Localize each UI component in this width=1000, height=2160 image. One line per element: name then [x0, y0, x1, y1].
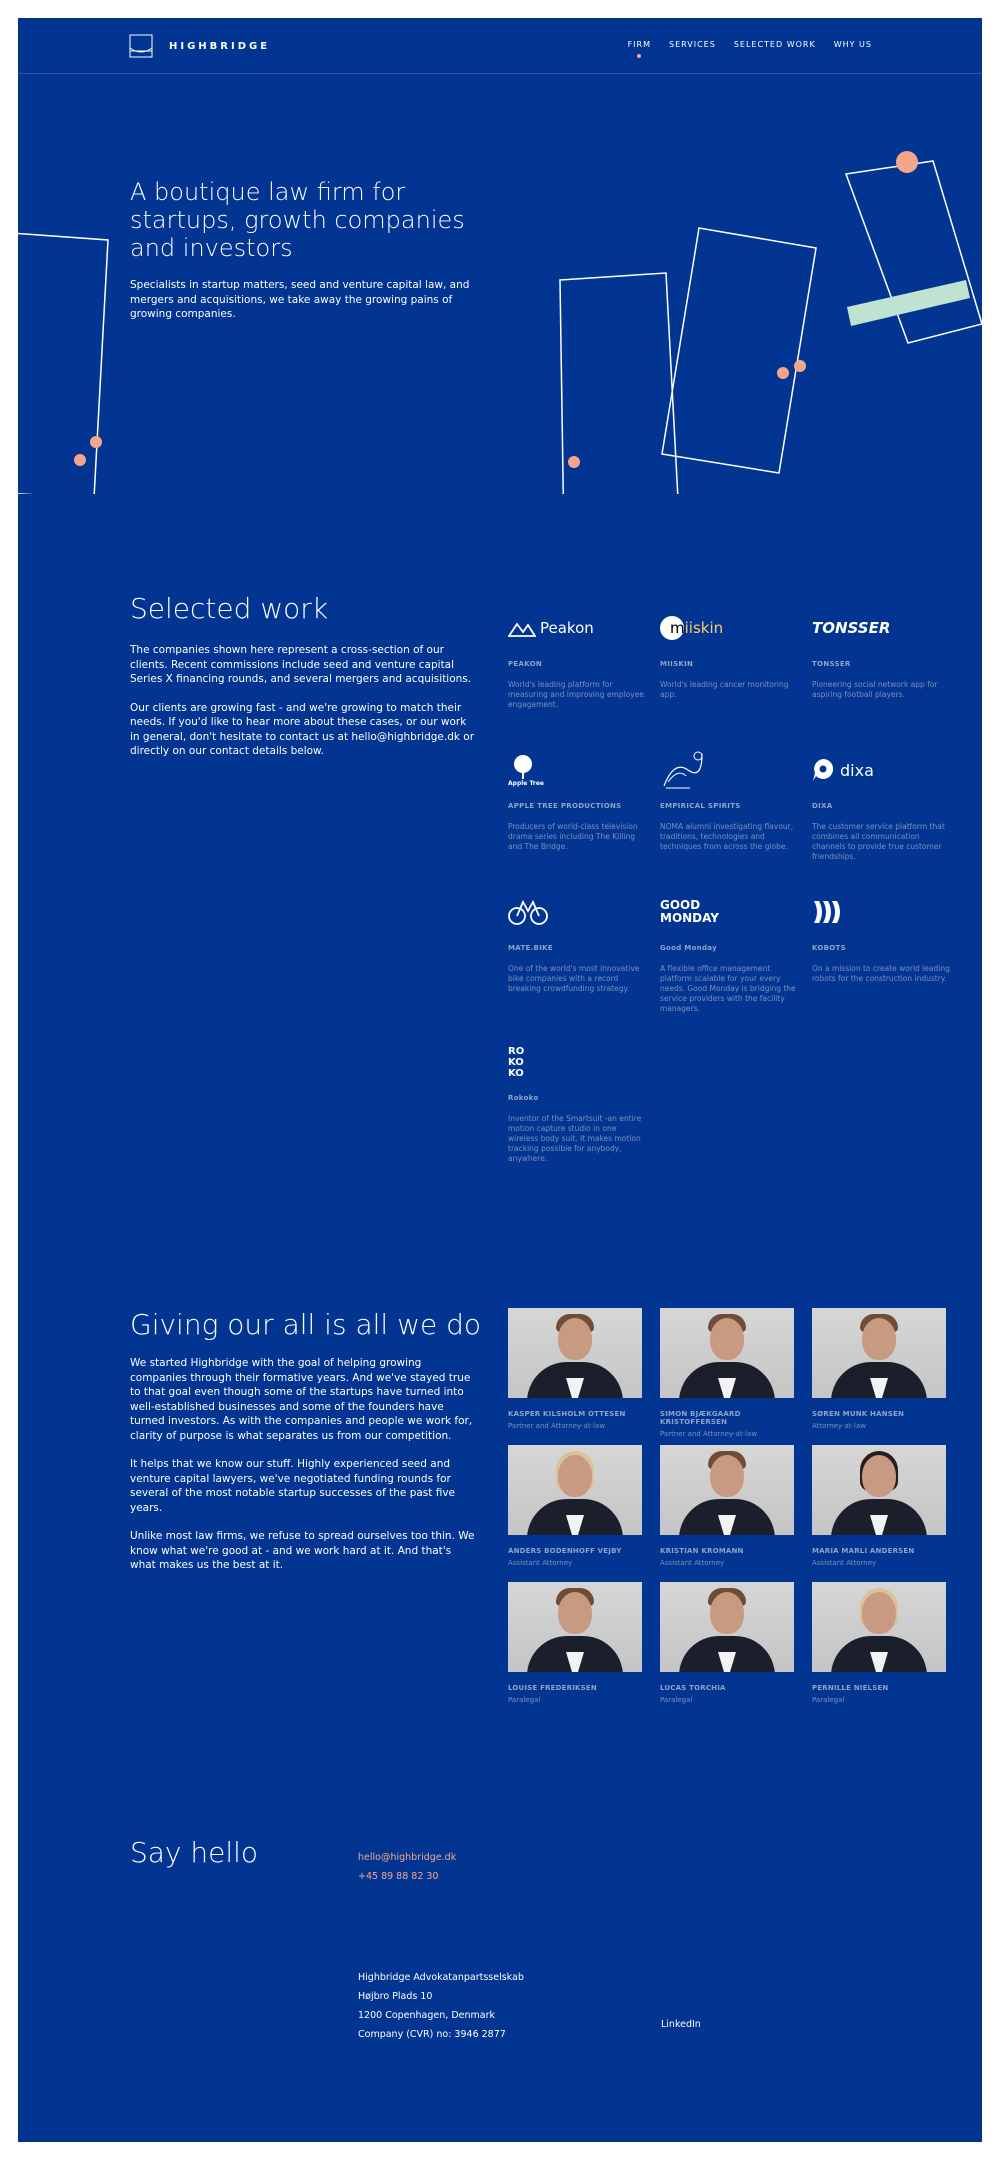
mint-bar [847, 280, 970, 326]
address-line: 1200 Copenhagen, Denmark [358, 2010, 495, 2021]
client-card-peakon[interactable] [508, 608, 648, 710]
portrait-body [831, 1636, 927, 1672]
client-description: Producers of world-class television drama series including The Killing and The Bridge. [508, 822, 638, 851]
contact-email-link[interactable]: hello@highbridge.dk [358, 1852, 457, 1863]
portrait-body [527, 1636, 623, 1672]
client-description: NOMA alumni investigating flavour, traditions, technologies and techniques from across the globe. [660, 822, 794, 851]
client-card-kobots[interactable] [812, 892, 952, 984]
team-member-name: MARIA MARLI ANDERSEN [812, 1547, 915, 1555]
portrait-head [558, 1455, 592, 1497]
client-card-tonsser[interactable] [812, 608, 952, 700]
team-member-name: SIMON BJÆKGAARD KRISTOFFERSEN [660, 1410, 741, 1426]
portrait-shirt [718, 1652, 736, 1672]
client-card-good-monday[interactable] [660, 892, 800, 1014]
portrait-head [710, 1592, 744, 1634]
portrait-shirt [870, 1515, 888, 1535]
team-title: Giving our all is all we do [130, 1308, 481, 1341]
logo-mark-icon [129, 34, 153, 58]
team-member-name: SØREN MUNK HANSEN [812, 1410, 905, 1418]
logo-text: HIGHBRIDGE [169, 40, 271, 52]
client-name: TONSSER [812, 660, 851, 668]
kobots-stripes-icon [812, 899, 844, 925]
portrait-shirt [566, 1515, 584, 1535]
accent-dot [896, 151, 918, 173]
client-logo-mate-bike [508, 892, 648, 932]
linkedin-link[interactable]: LinkedIn [661, 2019, 701, 2030]
portrait-body [679, 1499, 775, 1535]
client-logo-miiskin: miiskin [660, 608, 800, 648]
client-description: A flexible office management platform scalable for your every needs. Good Monday is bridging the service providers with the facility managers. [660, 964, 796, 1013]
team-member-photo [660, 1445, 794, 1535]
client-name: MATE.BIKE [508, 944, 553, 952]
portrait-head [862, 1455, 896, 1497]
team-member-photo [660, 1582, 794, 1672]
client-logo-apple-tree: Apple Tree [508, 750, 648, 790]
team-member-photo [508, 1308, 642, 1398]
client-logo-dixa: dixa [812, 750, 952, 790]
header [18, 18, 982, 74]
accent-dot [90, 436, 102, 448]
team-member-role: Assistant Attorney [812, 1559, 877, 1567]
team-member-role: Paralegal [508, 1696, 541, 1704]
client-description: World's leading platform for measuring and improving employee engagement. [508, 680, 644, 709]
client-name: PEAKON [508, 660, 543, 668]
client-logo-rokoko: RO KO KO [508, 1045, 525, 1079]
portrait-head [558, 1318, 592, 1360]
client-card-apple-tree[interactable] [508, 750, 648, 852]
address-line: Highbridge Advokatanpartsselskab [358, 1972, 524, 1983]
team-member-name: LOUISE FREDERIKSEN [508, 1684, 597, 1692]
team-member-role: Assistant Attorney [508, 1559, 573, 1567]
team-member-role: Partner and Attorney-at-law [508, 1422, 606, 1430]
portrait-body [527, 1362, 623, 1398]
client-description: World's leading cancer monitoring app. [660, 680, 789, 699]
team-member-name: ANDERS BODENHOFF VEJBY [508, 1547, 622, 1555]
portrait-shirt [566, 1378, 584, 1398]
nav-item-services[interactable]: SERVICES [669, 40, 716, 49]
client-name: DIXA [812, 802, 833, 810]
hero-title: A boutique law firm for startups, growth companies and investors [130, 178, 465, 262]
client-logo-tonsser: TONSSER [812, 619, 891, 637]
portrait-body [679, 1636, 775, 1672]
client-logo-kobots [812, 892, 952, 932]
client-card-dixa[interactable] [812, 750, 952, 862]
company-address [358, 1968, 524, 2044]
selected-work-text [130, 643, 475, 773]
address-line: Company (CVR) no: 3946 2877 [358, 2029, 506, 2040]
client-card-empirical-spirits[interactable] [660, 750, 800, 852]
portrait-body [527, 1499, 623, 1535]
outline-frame [662, 228, 816, 473]
team-member-card[interactable] [508, 1445, 642, 1567]
team-member-card[interactable] [660, 1445, 794, 1567]
portrait-shirt [870, 1378, 888, 1398]
team-member-photo [812, 1445, 946, 1535]
paragraph: It helps that we know our stuff. Highly experienced seed and venture capital lawyers, we've negotiated funding rounds for several of the most notable startup successes of the past five years. [130, 1458, 456, 1514]
team-member-name: LUCAS TORCHIA [660, 1684, 726, 1692]
team-member-role: Attorney-at-law [812, 1422, 867, 1430]
portrait-shirt [566, 1652, 584, 1672]
address-line: Højbro Plads 10 [358, 1991, 433, 2002]
empirical-spirits-illustration-icon [660, 750, 706, 790]
portrait-head [862, 1318, 896, 1360]
client-description: On a mission to create world leading robots for the construction industry. [812, 964, 950, 983]
nav-item-selected-work[interactable]: SELECTED WORK [733, 40, 816, 49]
portrait-shirt [870, 1652, 888, 1672]
portrait-head [710, 1318, 744, 1360]
team-member-card[interactable] [508, 1582, 642, 1704]
client-name: Good Monday [660, 944, 717, 952]
paragraph: The companies shown here represent a cross-section of our clients. Recent commissions include seed and venture capital Series X financing rounds, and several mergers and acquisitions. [130, 644, 472, 685]
logo[interactable] [129, 34, 270, 58]
team-member-photo [812, 1308, 946, 1398]
client-description: The customer service platform that combines all communication channels to provide true customer friendships. [812, 822, 945, 861]
client-card-mate-bike[interactable] [508, 892, 648, 994]
portrait-head [710, 1455, 744, 1497]
client-description: One of the world's most innovative bike companies with a record breaking crowdfunding strategy. [508, 964, 640, 993]
portrait-body [831, 1362, 927, 1398]
team-member-card[interactable] [812, 1445, 946, 1567]
team-member-photo [508, 1582, 642, 1672]
client-description: Inventor of the Smartsuit -an entire motion capture studio in one wireless body suit. It makes motion tracking possible for anybody, anywhere. [508, 1114, 642, 1163]
main-nav [628, 40, 872, 49]
nav-item-firm[interactable]: FIRM [627, 40, 651, 49]
team-member-role: Partner and Attorney-at-law [660, 1430, 758, 1438]
client-logo-peakon: Peakon [508, 608, 648, 648]
paragraph: Our clients are growing fast - and we're growing to match their needs. If you'd like to hear more about these cases, or our work in general, don't hesitate to contact us at hello@highbridge.dk or directly on our contact details below. [130, 701, 475, 757]
team-member-name: PERNILLE NIELSEN [812, 1684, 889, 1692]
accent-dot [777, 367, 789, 379]
team-member-role: Paralegal [660, 1696, 693, 1704]
bike-icon [508, 899, 548, 925]
client-logo-empirical-spirits [660, 750, 800, 790]
team-member-name: KASPER KILSHOLM OTTESEN [508, 1410, 626, 1418]
client-card-rokoko[interactable] [508, 1042, 648, 1164]
accent-dot [568, 456, 580, 468]
team-member-card[interactable] [812, 1582, 946, 1704]
accent-dot [74, 454, 86, 466]
client-name: APPLE TREE PRODUCTIONS [508, 802, 622, 810]
team-member-card[interactable] [660, 1308, 794, 1438]
team-member-card[interactable] [660, 1582, 794, 1704]
client-name: Rokoko [508, 1094, 539, 1102]
contact-phone-link[interactable]: +45 89 88 82 30 [358, 1871, 439, 1882]
client-name: KOBOTS [812, 944, 846, 952]
paragraph: Unlike most law firms, we refuse to spread ourselves too thin. We know what we're good at - and we work hard at it. And that's what makes us the best at it. [130, 1530, 475, 1571]
outline-frame-left [18, 232, 108, 494]
portrait-body [679, 1362, 775, 1398]
team-text [130, 1356, 475, 1587]
peakon-mountain-icon [508, 619, 536, 637]
client-card-miiskin[interactable] [660, 608, 800, 700]
contact-title: Say hello [130, 1836, 259, 1869]
dixa-bubble-icon [812, 758, 834, 782]
client-name: MIISKIN [660, 660, 694, 668]
team-member-card[interactable] [812, 1308, 946, 1430]
portrait-head [558, 1592, 592, 1634]
page [18, 18, 982, 2142]
team-member-card[interactable] [508, 1308, 642, 1430]
team-member-name: KRISTIAN KROMANN [660, 1547, 744, 1555]
client-description: Pioneering social network app for aspiring football players. [812, 680, 938, 699]
team-member-photo [508, 1445, 642, 1535]
accent-dot [794, 360, 806, 372]
paragraph: We started Highbridge with the goal of helping growing companies through their formative years. And we've stayed true to that goal even though some of the startups have turned into well-established businesses and some of the founders have turned investors. As with the companies and people we work for, clarity of purpose is what separates us from our competition. [130, 1357, 473, 1442]
team-member-role: Assistant Attorney [660, 1559, 725, 1567]
client-name: EMPIRICAL SPIRITS [660, 802, 741, 810]
selected-work-title: Selected work [130, 592, 329, 625]
team-member-role: Paralegal [812, 1696, 845, 1704]
tree-icon [508, 754, 538, 780]
nav-item-why-us[interactable]: WHY US [833, 40, 872, 49]
portrait-head [862, 1592, 896, 1634]
portrait-shirt [718, 1515, 736, 1535]
portrait-shirt [718, 1378, 736, 1398]
team-member-photo [660, 1308, 794, 1398]
hero-subtitle: Specialists in startup matters, seed and venture capital law, and mergers and acquisitions, we take away the growing pains of growing companies. [130, 279, 470, 320]
portrait-body [831, 1499, 927, 1535]
team-member-photo [812, 1582, 946, 1672]
client-logo-good-monday: GOOD MONDAY [660, 898, 719, 925]
